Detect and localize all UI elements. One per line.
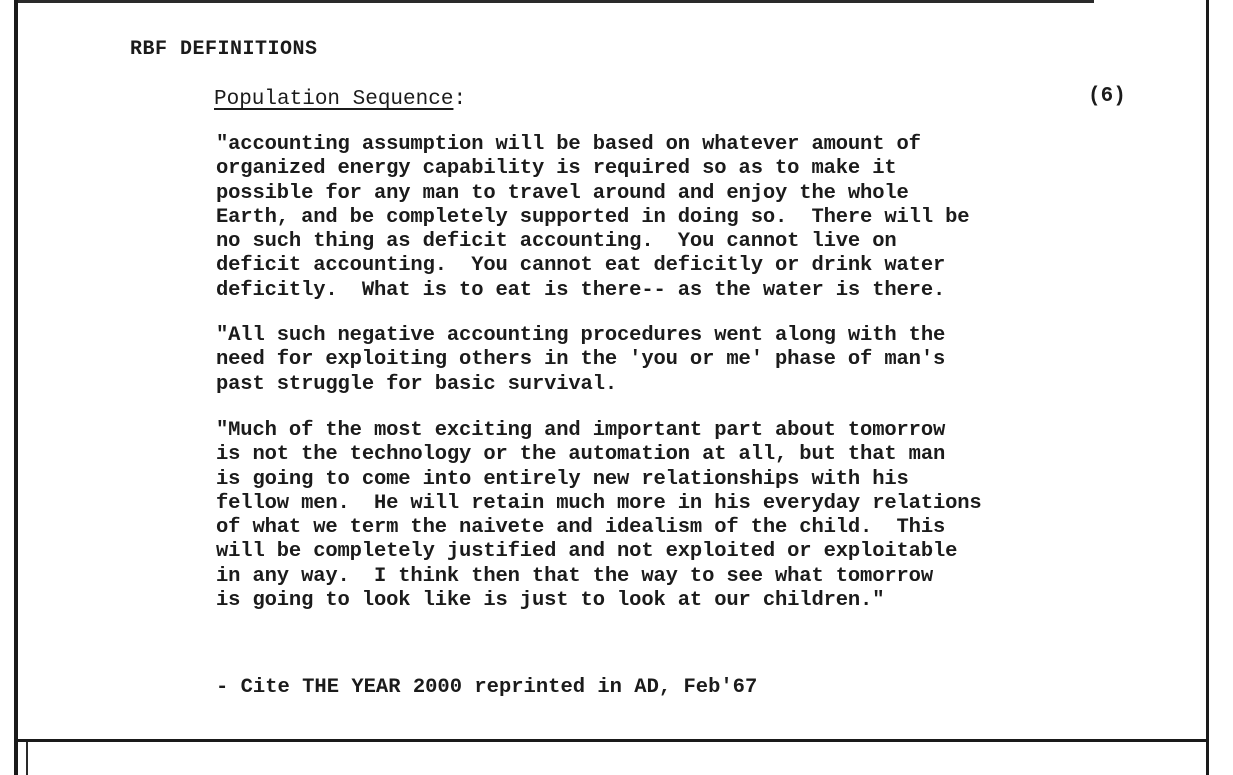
paragraph-line: possible for any man to travel around and enjoy the whole: [216, 181, 909, 205]
paragraph-line: Earth, and be completely supported in doing so. There will be: [216, 205, 970, 229]
page-number: (6): [1088, 85, 1126, 108]
paragraph-line: organized energy capability is required so as to make it: [216, 157, 897, 181]
paragraph-line: fellow men. He will retain much more in his everyday relations: [216, 491, 982, 515]
paragraph-line: "accounting assumption will be based on whatever amount of: [216, 133, 921, 156]
paragraph-line: is going to come into entirely new relationships with his: [216, 467, 909, 491]
card-frame-top: [14, 0, 1094, 3]
paragraph-line: no such thing as deficit accounting. You cannot live on: [216, 230, 897, 254]
paragraph-line: deficit accounting. You cannot eat deficitly or drink water: [216, 254, 946, 278]
section-title-colon: :: [453, 88, 467, 111]
paragraph-line: is not the technology or the automation at all, but that man: [216, 443, 946, 467]
paragraph-line: "Much of the most exciting and important part about tomorrow: [216, 419, 946, 442]
paragraph-line: is going to look like is just to look at our children.": [216, 589, 885, 613]
quote-paragraph-2: [216, 324, 945, 397]
paragraph-line: will be completely justified and not exploited or exploitable: [216, 540, 958, 564]
section-title: [214, 88, 466, 111]
card-frame-left: [14, 0, 18, 775]
quote-paragraph-3: [216, 419, 982, 613]
quote-paragraph-1: [216, 133, 969, 303]
paragraph-line: "All such negative accounting procedures went along with the: [216, 324, 946, 347]
paragraph-line: need for exploiting others in the 'you or me' phase of man's: [216, 348, 946, 372]
paragraph-line: deficitly. What is to eat is there-- as the water is there.: [216, 278, 946, 302]
paragraph-line: past struggle for basic survival.: [216, 372, 618, 396]
card-frame-bottom: [14, 739, 1209, 742]
document-heading: RBF DEFINITIONS: [130, 38, 318, 61]
citation: - Cite THE YEAR 2000 reprinted in AD, Feb'67: [216, 676, 758, 699]
card-frame-stub: [26, 742, 28, 775]
paragraph-line: of what we term the naivete and idealism of the child. This: [216, 516, 946, 540]
section-title-text: Population Sequence: [214, 88, 454, 111]
card-frame-right: [1206, 0, 1209, 775]
paragraph-line: in any way. I think then that the way to see what tomorrow: [216, 564, 933, 588]
